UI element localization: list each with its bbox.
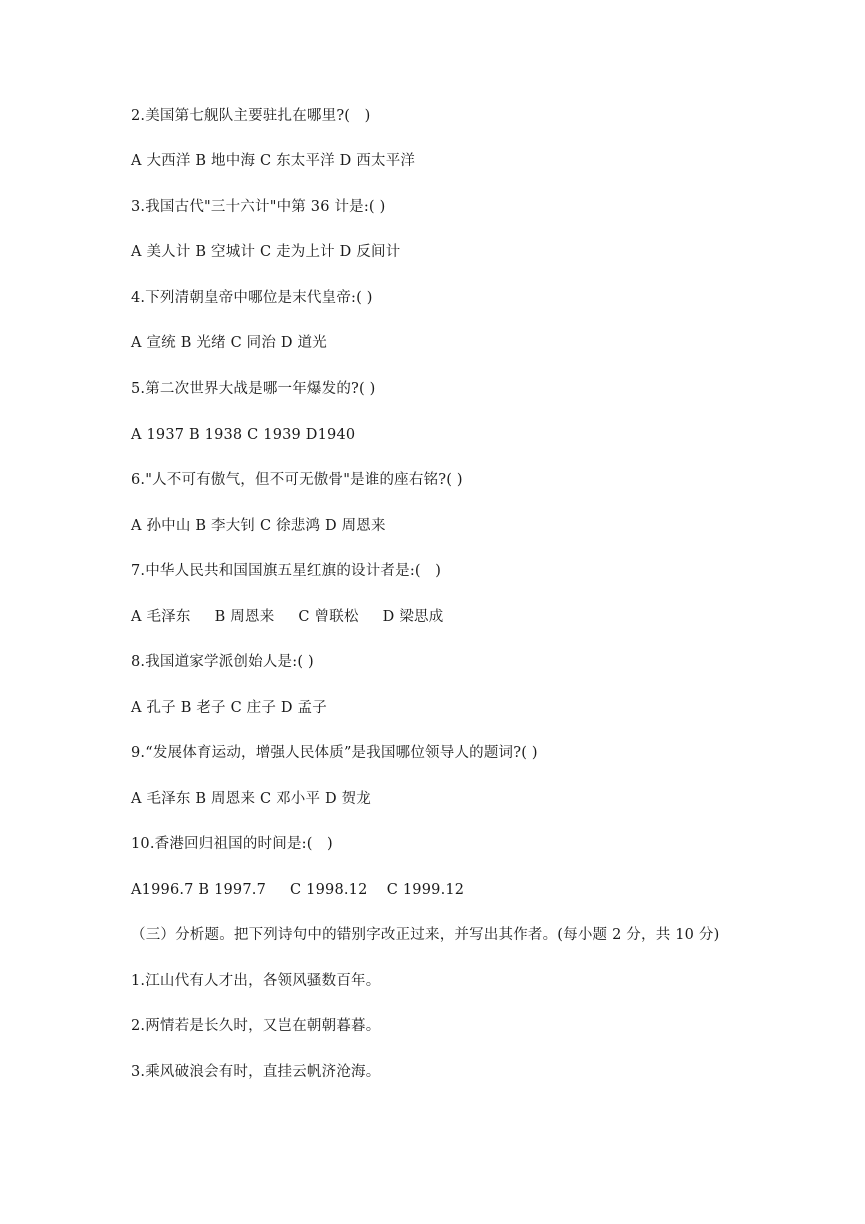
- poem-line-2: 2.两情若是长久时，又岂在朝朝暮暮。: [131, 1018, 381, 1034]
- question-5-options: A 1937 B 1938 C 1939 D1940: [131, 427, 356, 443]
- question-10: 10.香港回归祖国的时间是:( ): [131, 836, 333, 852]
- question-10-options: A1996.7 B 1997.7 C 1998.12 C 1999.12: [131, 882, 465, 898]
- question-2-options: A 大西洋 B 地中海 C 东太平洋 D 西太平洋: [131, 153, 416, 169]
- question-4-options: A 宣统 B 光绪 C 同治 D 道光: [131, 335, 327, 351]
- question-8-options: A 孔子 B 老子 C 庄子 D 孟子: [131, 700, 327, 716]
- question-2: 2.美国第七舰队主要驻扎在哪里?( ): [131, 108, 371, 124]
- poem-line-1: 1.江山代有人才出，各领风骚数百年。: [131, 973, 381, 989]
- question-7: 7.中华人民共和国国旗五星红旗的设计者是:( ): [131, 563, 442, 579]
- question-7-options: A 毛泽东 B 周恩来 C 曾联松 D 梁思成: [131, 609, 444, 625]
- question-3-options: A 美人计 B 空城计 C 走为上计 D 反间计: [131, 244, 401, 260]
- section-heading: （三）分析题。把下列诗句中的错别字改正过来，并写出其作者。(每小题 2 分，共 10 分): [131, 927, 720, 943]
- question-8: 8.我国道家学派创始人是:( ): [131, 654, 314, 670]
- question-9-options: A 毛泽东 B 周恩来 C 邓小平 D 贺龙: [131, 791, 372, 807]
- question-6: 6."人不可有傲气，但不可无傲骨"是谁的座右铭?( ): [131, 472, 463, 488]
- question-6-options: A 孙中山 B 李大钊 C 徐悲鸿 D 周恩来: [131, 518, 386, 534]
- question-9: 9.“发展体育运动，增强人民体质”是我国哪位领导人的题词?( ): [131, 745, 538, 761]
- poem-line-3: 3.乘风破浪会有时，直挂云帆济沧海。: [131, 1064, 381, 1080]
- question-3: 3.我国古代"三十六计"中第 36 计是:( ): [131, 199, 386, 215]
- question-5: 5.第二次世界大战是哪一年爆发的?( ): [131, 381, 376, 397]
- question-4: 4.下列清朝皇帝中哪位是末代皇帝:( ): [131, 290, 373, 306]
